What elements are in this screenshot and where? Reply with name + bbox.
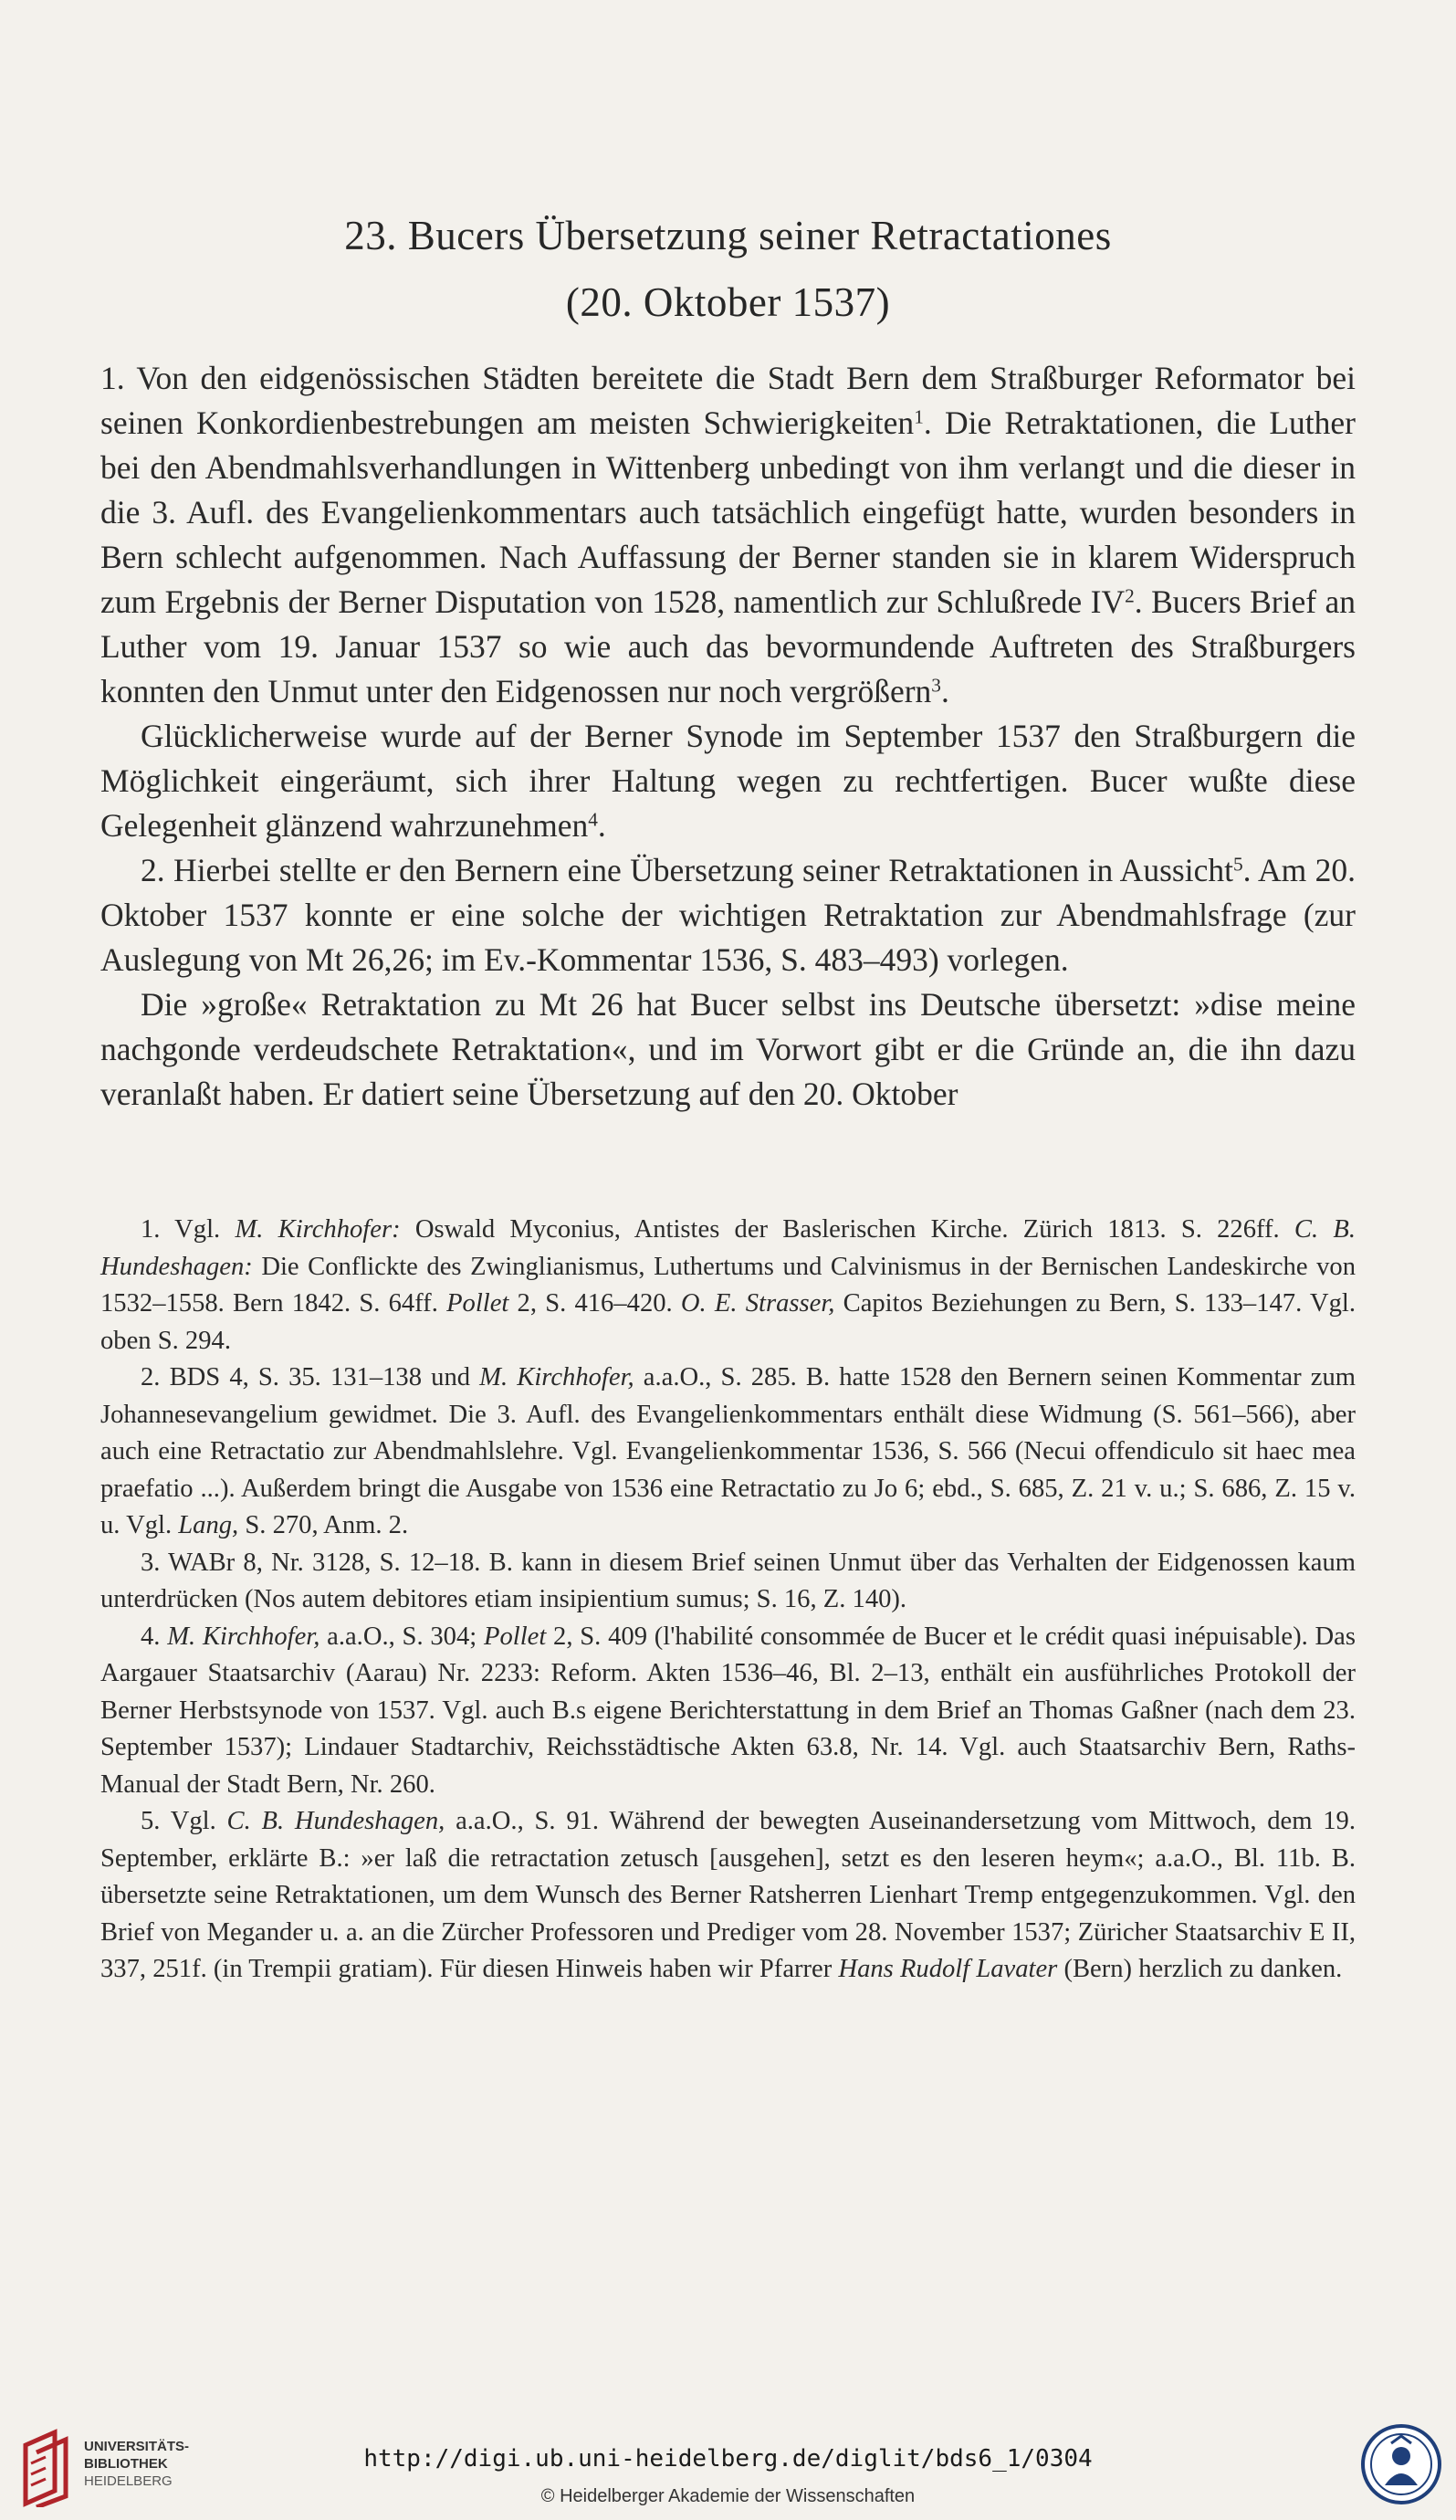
footnote-ref-1: 1 xyxy=(914,405,924,428)
logo-line: BIBLIOTHEK xyxy=(84,2456,168,2472)
copyright-notice: © Heidelberger Akademie der Wissenschaften xyxy=(540,2486,916,2506)
author-name: Pollet xyxy=(483,1622,547,1651)
logo-line: UNIVERSITÄTS- xyxy=(84,2439,190,2454)
text-run: Oswald Myconius, Antistes der Baslerischen Kirche. Zürich 1813. S. 226ff. xyxy=(400,1215,1294,1244)
text-run: a.a.O., S. 285. B. hatte 1528 den Bernern seinen Kommentar zum Johannesevangelium gewidmet. Die 3. Aufl. des Evangelienkommentars enthält diese Widmung (S. 561–566), aber auch eine Retractatio zur Abendmahlslehre. Vgl. Evangelienkommentar 1536, S. 566 (Necui offendiculo sit haec mea praefatio ...). Außerdem bringt die Ausgabe von 1536 eine Retractatio zu Jo 6; ebd., S. 685, Z. 21 v. u.; S. 686, Z. 15 v. u. Vgl. xyxy=(100,1363,1356,1539)
text-run: . xyxy=(940,673,949,709)
text-run: 4. xyxy=(141,1622,168,1651)
text-run: 2. Hierbei stellte er den Bernern eine Übersetzung seiner Retraktationen in Aussicht xyxy=(141,852,1233,888)
author-name: C. B. Hundeshagen, xyxy=(226,1807,445,1835)
footnote-ref-3: 3 xyxy=(931,674,941,697)
footnote-5 xyxy=(100,1803,1356,1989)
footnote-ref-2: 2 xyxy=(1125,584,1135,607)
text-run: S. 270, Anm. 2. xyxy=(238,1511,409,1539)
text-run: . Die Retraktationen, die Luther bei den Abendmahlsverhandlungen in Wittenberg unbedingt von ihm verlangt und die dieser in die 3. Aufl. des Evangelienkommentars auch tatsächlich eingefügt hatte, wurden besonders in Bern schlecht aufgenommen. Nach Auffassung der Berner standen sie in klarem Widerspruch zum Ergebnis der Berner Disputation von 1528, namentlich zur Schlußrede IV xyxy=(100,404,1356,620)
footnote-ref-5: 5 xyxy=(1232,853,1243,876)
footnote-4 xyxy=(100,1619,1356,1804)
permalink-link[interactable]: http://digi.ub.uni-heidelberg.de/diglit/bds6_1/0304 xyxy=(363,2445,1093,2473)
text-run: 2, S. 409 (l'habilité consommée de Bucer et le crédit quasi inépuisable). Das Aargauer Staatsarchiv (Aarau) Nr. 2233: Reform. Akten 1536–46, Bl. 2–13, enthält ein ausführliches Protokoll der Berner Herbstsynode von 1537. Vgl. auch B.s eigene Berichterstattung in dem Brief an Thomas Gaßner (nach dem 23. September 1537); Lindauer Stadtarchiv, Reichsstädtische Akten 63.8, Nr. 14. Vgl. auch Staatsarchiv Bern, Raths-Manual der Stadt Bern, Nr. 260. xyxy=(100,1622,1356,1799)
footnote-3: 3. WABr 8, Nr. 3128, S. 12–18. B. kann in diesem Brief seinen Unmut über das Verhalten der Eidgenossen kaum unterdrücken (Nos autem debitores etiam insipientium sumus; S. 16, Z. 140). xyxy=(100,1548,1356,1613)
footnote-ref-4: 4 xyxy=(588,808,598,831)
page-footer xyxy=(0,2410,1456,2520)
author-name: C. B. Hundeshagen: xyxy=(100,1215,1356,1281)
author-name: Hans Rudolf Lavater xyxy=(838,1955,1058,1983)
paragraph-2 xyxy=(100,714,1356,848)
footnotes xyxy=(100,1212,1356,1989)
university-seal-icon xyxy=(1360,2423,1442,2505)
text-run: Die Conflickte des Zwinglianismus, Luthertums und Calvinismus in der Bernischen Landeskirche von 1532–1558. Bern 1842. S. 64ff. xyxy=(100,1252,1356,1318)
text-run: 2. BDS 4, S. 35. 131–138 und xyxy=(141,1363,480,1391)
text-run: . Bucers Brief an Luther vom 19. Januar 1537 so wie auch das bevormundende Auftreten des Straßburgers konnten den Unmut unter den Eidgenossen nur noch vergrößern xyxy=(100,583,1356,709)
text-run: 2, S. 416–420. xyxy=(508,1289,681,1318)
text-run: Glücklicherweise wurde auf der Berner Synode im September 1537 den Straßburgern die Möglichkeit eingeräumt, sich ihrer Haltung wegen zu rechtfertigen. Bucer wußte diese Gelegenheit glänzend wahrzunehmen xyxy=(100,718,1356,844)
author-name: M. Kirchhofer, xyxy=(167,1622,320,1651)
logo-line: HEIDELBERG xyxy=(84,2473,173,2489)
text-run: a.a.O., S. 304; xyxy=(319,1622,484,1651)
text-run: (Bern) herzlich zu danken. xyxy=(1057,1955,1343,1983)
text-run: a.a.O., S. 91. Während der bewegten Auseinandersetzung vom Mittwoch, dem 19. September, erklärte B.: »er laß die retractation zetusch [ausgehen], setzt es den leseren heym«; a.a.O., Bl. 11b. B. übersetzte seine Retraktationen, um dem Wunsch des Berner Ratsherren Lienhart Tremp entgegenzukommen. Vgl. den Brief von Megander u. a. an die Zürcher Professoren und Prediger vom 28. November 1537; Züricher Staatsarchiv E II, 337, 251f. (in Trempii gratiam). Für diesen Hinweis haben wir Pfarrer xyxy=(100,1807,1356,1983)
text-run: 1. Vgl. xyxy=(141,1215,236,1244)
author-name: Lang, xyxy=(178,1511,239,1539)
text-run: . Am 20. Oktober 1537 konnte er eine solche der wichtigen Retraktation zur Abendmahlsfrage (zur Auslegung von Mt 26,26; im Ev.-Kommentar 1536, S. 483–493) vorlegen. xyxy=(100,852,1356,978)
page-title xyxy=(183,203,1273,336)
author-name: O. E. Strasser, xyxy=(680,1289,835,1318)
title-line-2: (20. Oktober 1537) xyxy=(565,279,891,325)
author-name: Pollet xyxy=(446,1289,509,1318)
paragraph-1 xyxy=(100,356,1356,714)
main-text xyxy=(100,356,1356,1117)
footnote-1 xyxy=(100,1212,1356,1360)
author-name: M. Kirchhofer: xyxy=(235,1215,401,1244)
text-run: 5. Vgl. xyxy=(141,1807,227,1835)
paragraph-3 xyxy=(100,848,1356,982)
author-name: M. Kirchhofer, xyxy=(479,1363,634,1391)
text-run: Capitos Beziehungen zu Bern, S. 133–147. Vgl. oben S. 294. xyxy=(100,1289,1356,1355)
text-run: 1. Von den eidgenössischen Städten bereitete die Stadt Bern dem Straßburger Reformator bei seinen Konkordienbestrebungen am meisten Schwierigkeiten xyxy=(100,360,1356,441)
title-line-1: 23. Bucers Übersetzung seiner Retractationes xyxy=(344,213,1112,258)
text-run: . xyxy=(597,807,606,844)
footnote-2 xyxy=(100,1360,1356,1545)
paragraph-4: Die »große« Retraktation zu Mt 26 hat Bucer selbst ins Deutsche übersetzt: »dise meine nachgonde verdeudschete Retraktation«, und im Vorwort gibt er die Gründe an, die ihn dazu veranlaßt haben. Er datiert seine Übersetzung auf den 20. Oktober xyxy=(100,986,1356,1112)
